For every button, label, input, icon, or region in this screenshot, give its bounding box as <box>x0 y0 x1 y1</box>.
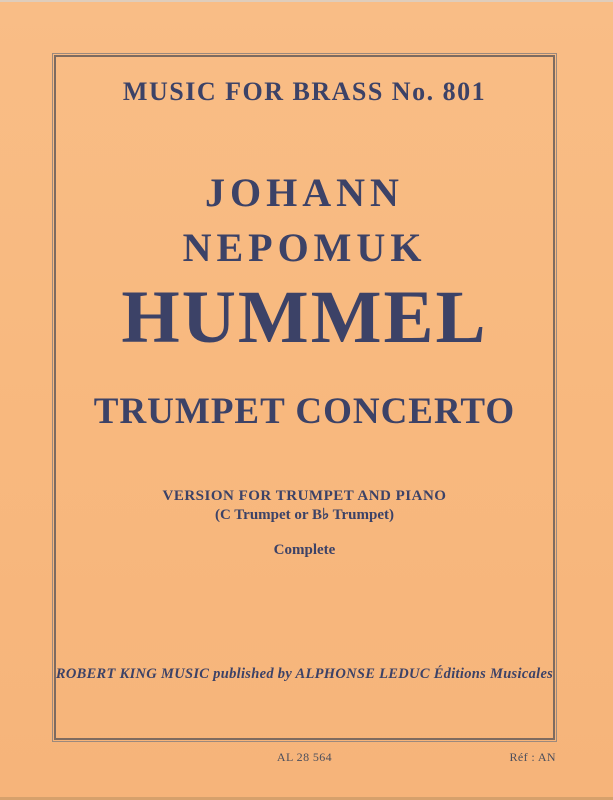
composer-last-name: HUMMEL <box>121 276 488 359</box>
composer-first-name: JOHANN <box>205 170 404 215</box>
work-title: TRUMPET CONCERTO <box>93 391 516 432</box>
version-subtitle: VERSION FOR TRUMPET AND PIANO <box>162 488 447 504</box>
composer-middle-name: NEPOMUK <box>182 225 427 270</box>
catalog-number: AL 28 564 <box>276 750 333 764</box>
publisher-imprint: ROBERT KING MUSIC published by ALPHONSE LEDUC Éditions Musicales <box>55 666 554 682</box>
series-title: MUSIC FOR BRASS No. 801 <box>122 77 487 106</box>
edition-note: Complete <box>273 542 336 558</box>
instrumentation-note: (C Trumpet or B♭ Trumpet) <box>214 507 394 523</box>
reference-code: Réf : AN <box>509 750 556 764</box>
photo-edge-top <box>0 0 613 2</box>
